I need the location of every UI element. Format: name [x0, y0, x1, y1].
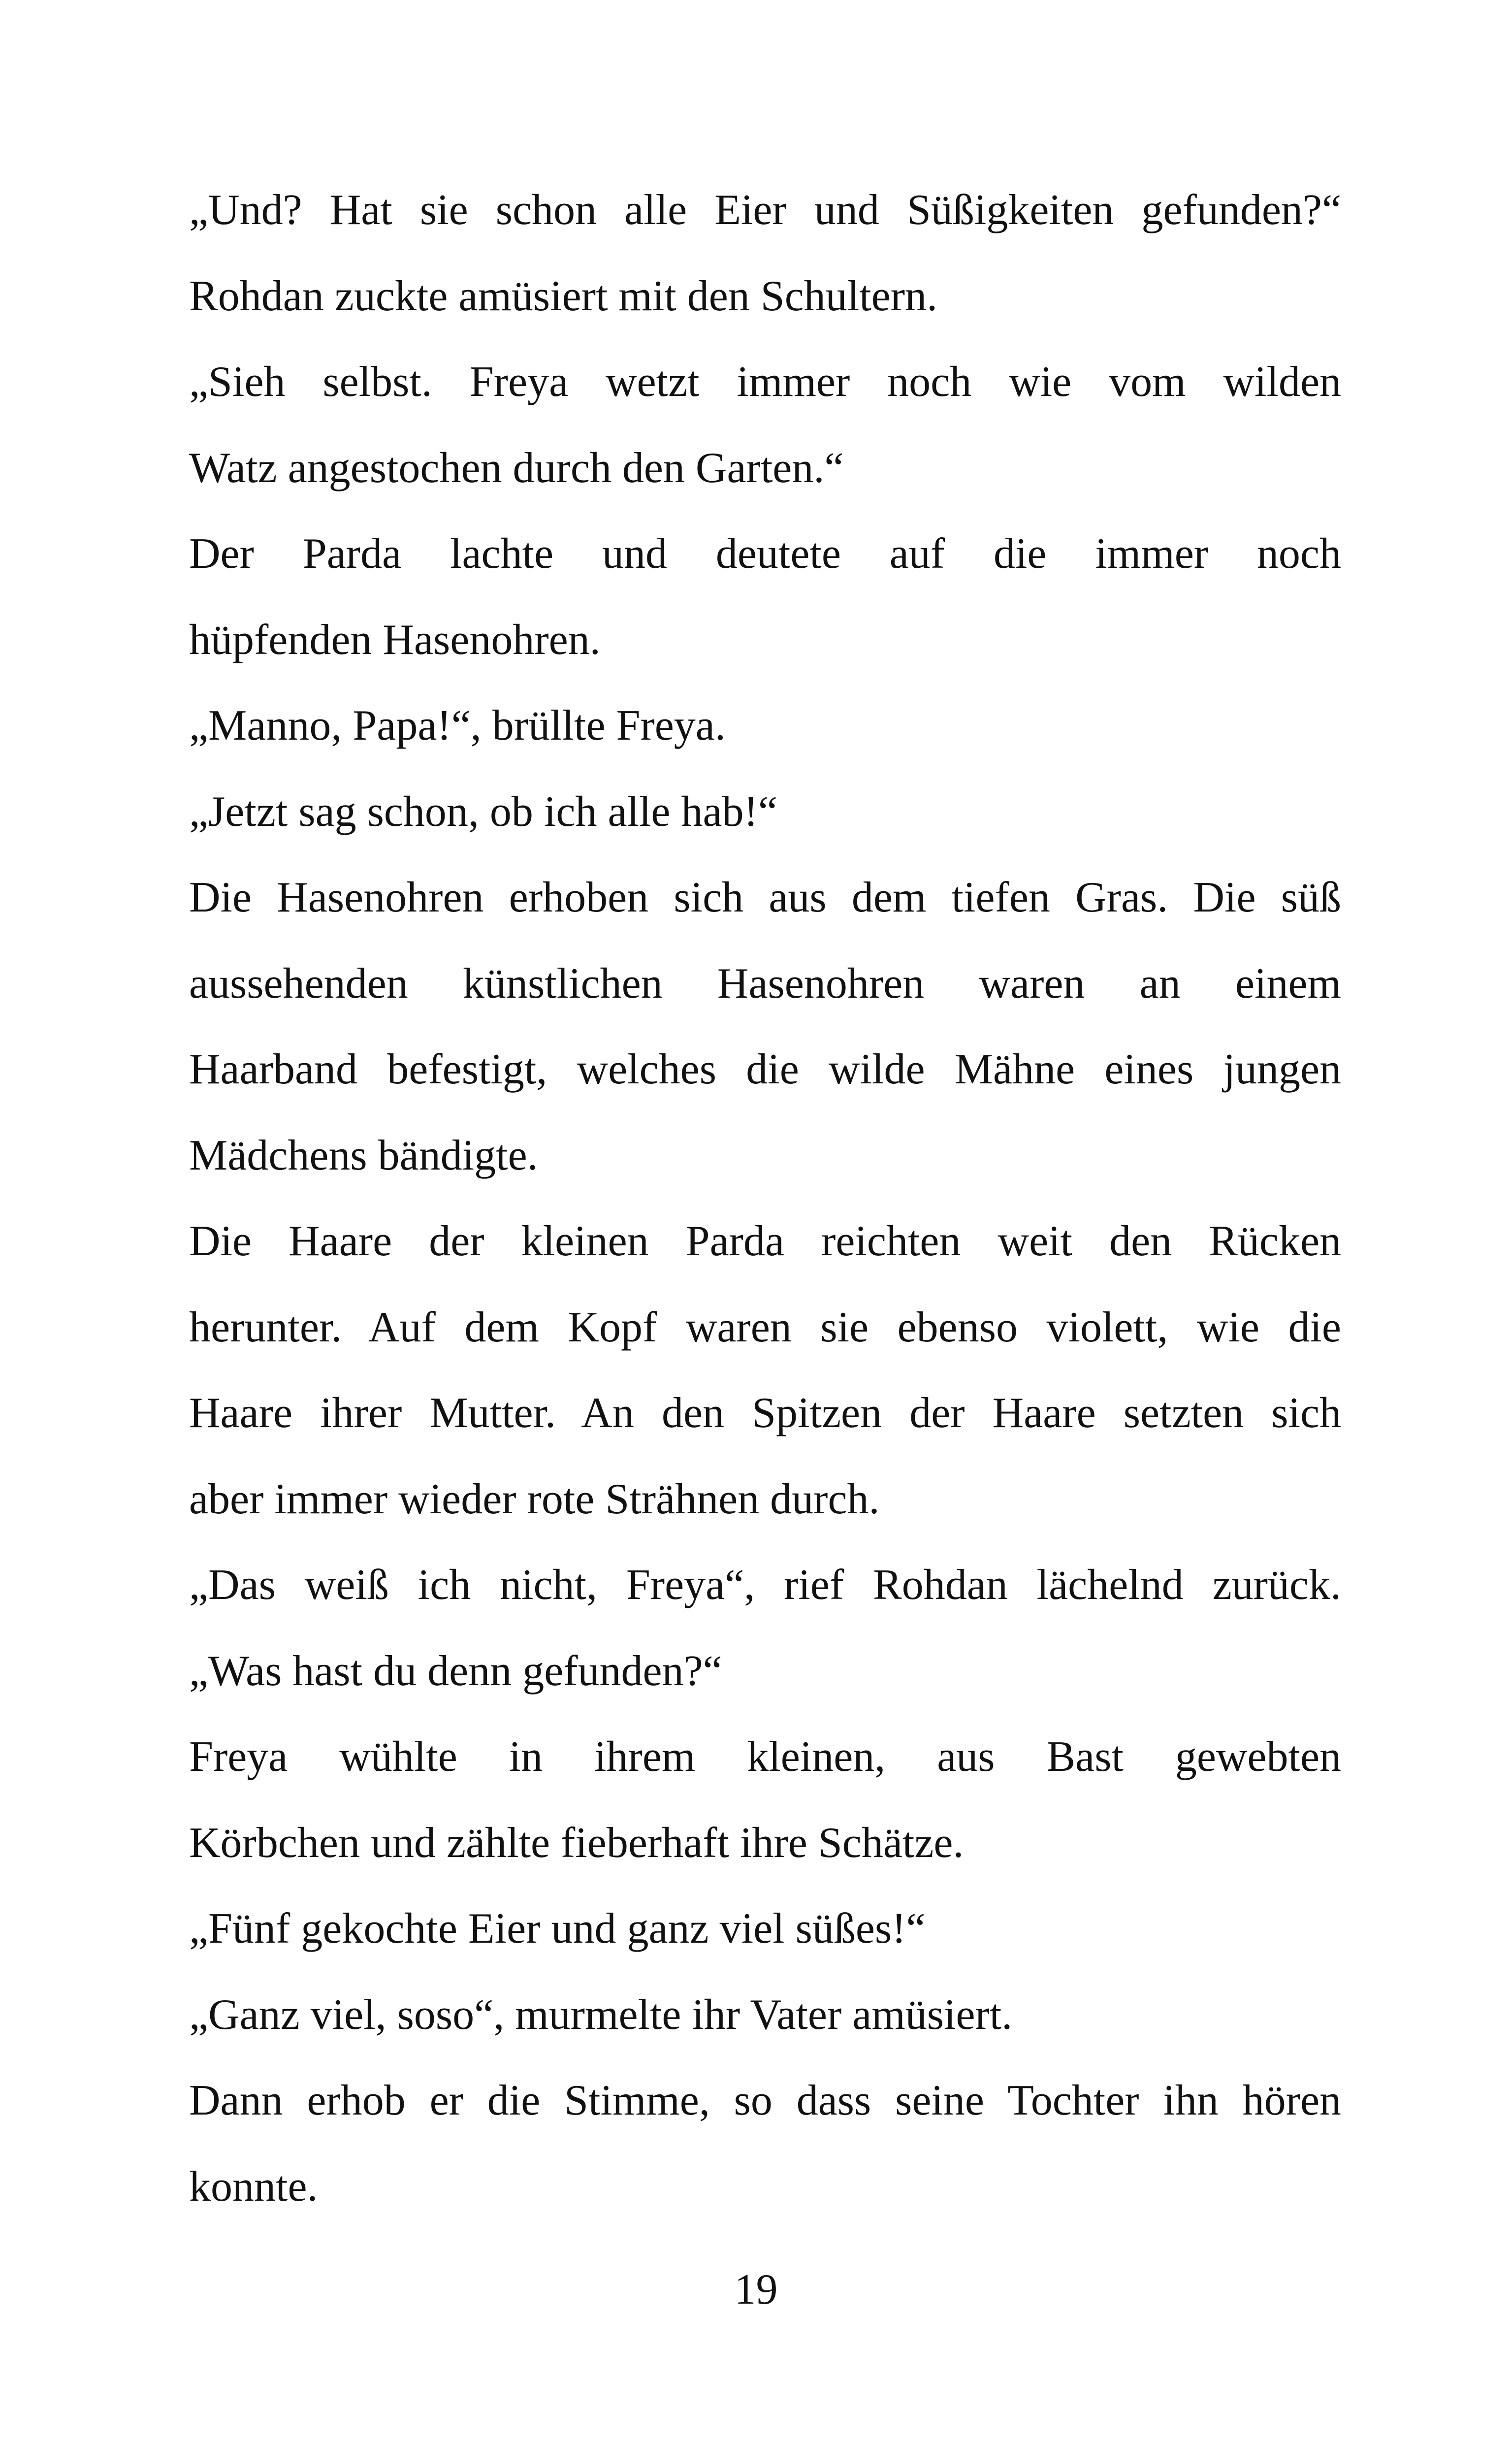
text-line: Rohdan zuckte amüsiert mit den Schultern. [189, 272, 938, 320]
text-line: „Ganz viel, soso“, murmelte ihr Vater amüsiert. [189, 1990, 1013, 2039]
text-line: Haare ihrer Mutter. An den Spitzen der Haare setzten sich [189, 1389, 1341, 1437]
text-line: hüpfenden Hasenohren. [189, 616, 601, 664]
text-line: „Fünf gekochte Eier und ganz viel süßes!“ [189, 1905, 926, 1953]
text-line: Die Haare der kleinen Parda reichten weit den Rücken [189, 1217, 1341, 1265]
text-line: aussehenden künstlichen Hasenohren waren an einem [189, 959, 1341, 1008]
text-line: „Was hast du denn gefunden?“ [189, 1647, 722, 1695]
text-line: „Sieh selbst. Freya wetzt immer noch wie vom wilden [189, 358, 1341, 406]
body-text [189, 167, 1341, 2230]
text-line: „Jetzt sag schon, ob ich alle hab!“ [189, 787, 777, 836]
text-line: konnte. [189, 2162, 318, 2211]
text-line: „Manno, Papa!“, brüllte Freya. [189, 702, 726, 749]
text-line: herunter. Auf dem Kopf waren sie ebenso violett, wie die [189, 1303, 1341, 1351]
text-line: Freya wühlte in ihrem kleinen, aus Bast gewebten [189, 1733, 1341, 1781]
text-line: Watz angestochen durch den Garten.“ [189, 444, 844, 492]
text-line: Dann erhob er die Stimme, so dass seine Tochter ihn hören [189, 2077, 1341, 2124]
text-line: aber immer wieder rote Strähnen durch. [189, 1475, 880, 1523]
text-line: „Das weiß ich nicht, Freya“, rief Rohdan lächelnd zurück. [189, 1561, 1341, 1609]
text-line: Haarband befestigt, welches die wilde Mähne eines jungen [189, 1045, 1341, 1093]
page-number: 19 [734, 2266, 778, 2313]
text-line: Mädchens bändigte. [189, 1131, 538, 1179]
text-line: Die Hasenohren erhoben sich aus dem tiefen Gras. Die süß [189, 874, 1341, 921]
text-line: „Und? Hat sie schon alle Eier und Süßigkeiten gefunden?“ [189, 186, 1341, 234]
text-line: Der Parda lachte und deutete auf die immer noch [189, 530, 1341, 578]
text-line: Körbchen und zählte fieberhaft ihre Schätze. [189, 1819, 964, 1867]
